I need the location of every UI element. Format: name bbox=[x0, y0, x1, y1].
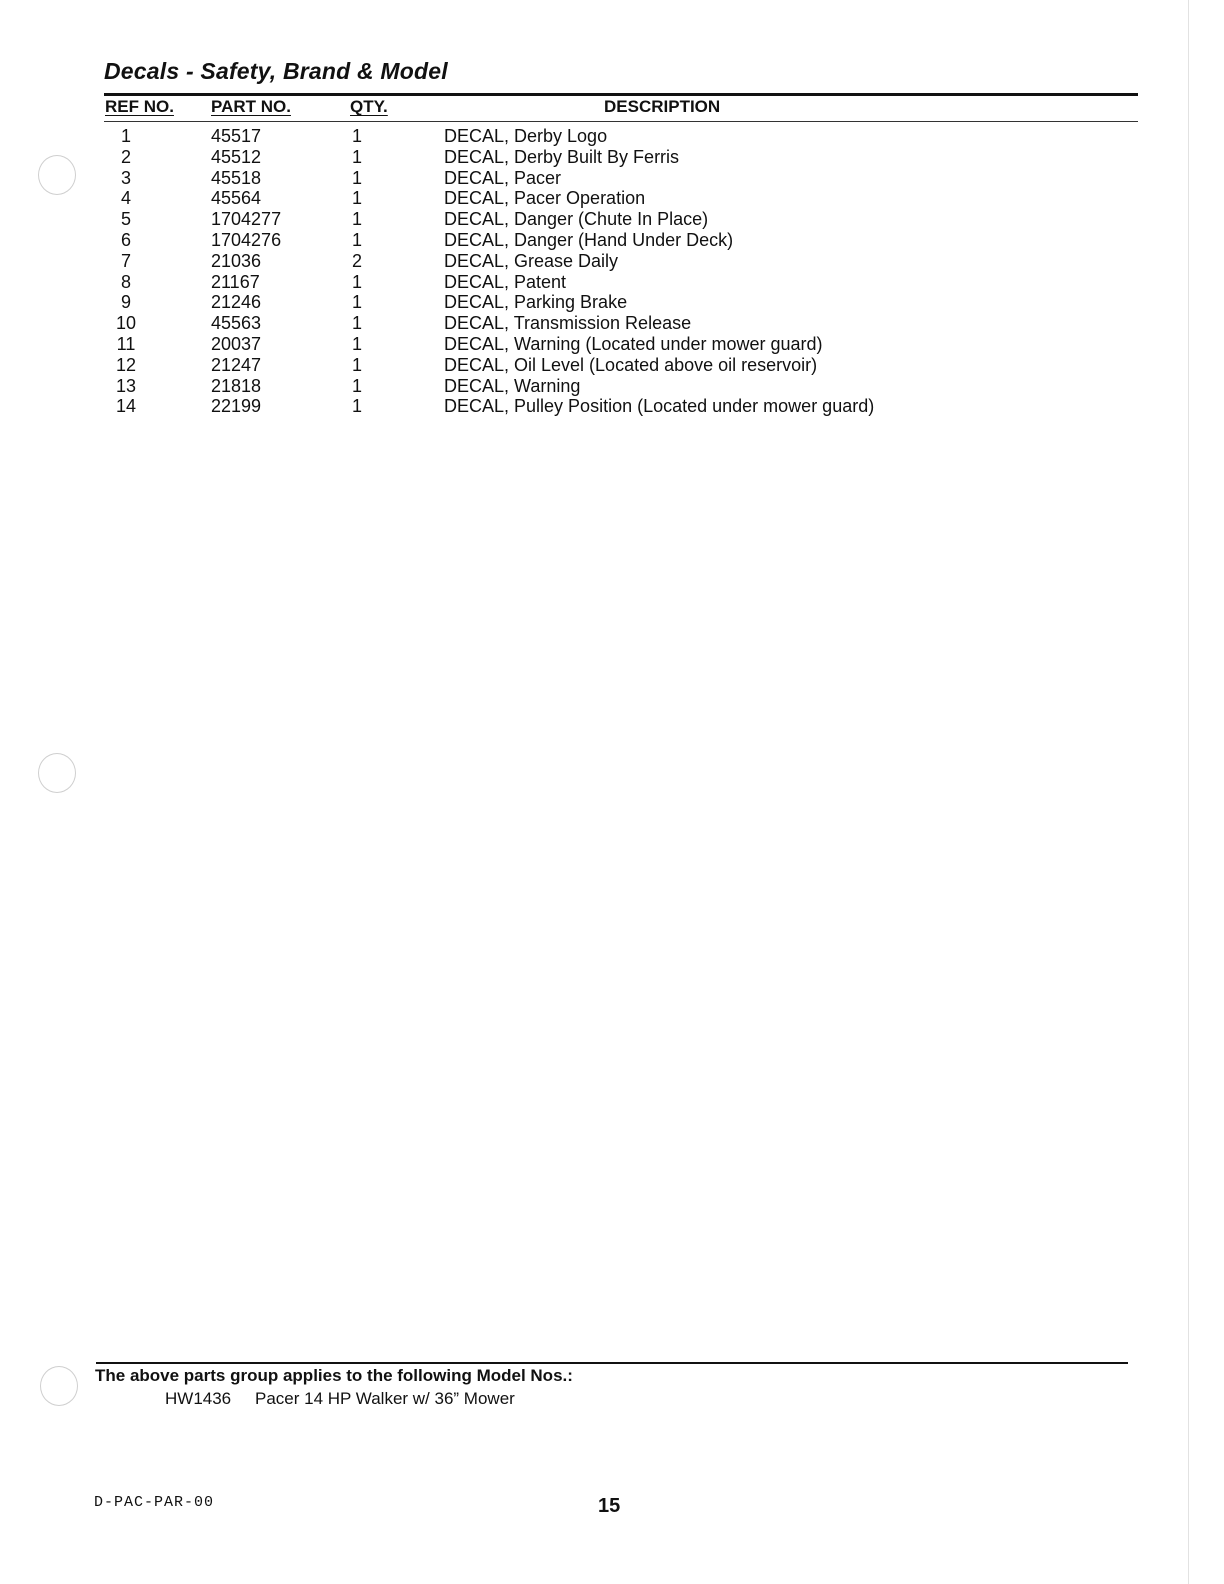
part-cell: 22199 bbox=[211, 396, 262, 417]
punch-hole-bottom bbox=[40, 1366, 78, 1406]
part-cell: 45564 bbox=[211, 188, 262, 209]
table-row bbox=[0, 230, 1224, 251]
table-row bbox=[0, 292, 1224, 313]
ref-cell: 10 bbox=[115, 313, 137, 334]
qty-cell: 1 bbox=[352, 313, 363, 334]
table-row bbox=[0, 376, 1224, 397]
table-row bbox=[0, 209, 1224, 230]
ref-cell: 4 bbox=[120, 188, 131, 209]
part-cell: 21036 bbox=[211, 250, 262, 271]
ref-cell: 1 bbox=[120, 126, 131, 146]
qty-cell: 1 bbox=[352, 396, 363, 417]
description-cell: DECAL, Pacer bbox=[444, 167, 562, 188]
header-ref-no: REF NO. bbox=[105, 97, 174, 116]
document-code: D-PAC-PAR-00 bbox=[94, 1494, 215, 1511]
table-row bbox=[0, 168, 1224, 189]
model-number: HW1436 bbox=[165, 1389, 232, 1408]
part-cell: 21246 bbox=[211, 292, 262, 313]
model-description: Pacer 14 HP Walker w/ 36” Mower bbox=[255, 1389, 515, 1408]
part-cell: 45518 bbox=[211, 167, 262, 188]
ref-cell: 8 bbox=[120, 271, 131, 292]
description-cell: DECAL, Derby Built By Ferris bbox=[444, 146, 680, 167]
description-cell: DECAL, Danger (Chute In Place) bbox=[444, 209, 709, 230]
ref-cell: 5 bbox=[120, 209, 131, 230]
description-cell: DECAL, Oil Level (Located above oil reservoir) bbox=[444, 354, 818, 375]
ref-cell: 12 bbox=[115, 354, 137, 375]
part-cell: 21167 bbox=[211, 271, 260, 292]
description-cell: DECAL, Derby Logo bbox=[444, 126, 608, 146]
ref-cell: 11 bbox=[116, 333, 136, 354]
part-cell: 45517 bbox=[211, 126, 262, 146]
qty-cell: 1 bbox=[352, 126, 363, 146]
qty-cell: 1 bbox=[352, 271, 363, 292]
description-cell: DECAL, Parking Brake bbox=[444, 292, 628, 313]
parts-table bbox=[0, 126, 1224, 417]
ref-cell: 3 bbox=[120, 167, 131, 188]
description-cell: DECAL, Pulley Position (Located under mower guard) bbox=[444, 396, 875, 417]
description-header-rule bbox=[104, 121, 1138, 122]
qty-cell: 2 bbox=[352, 250, 363, 271]
punch-hole-middle bbox=[38, 753, 76, 793]
applies-heading: The above parts group applies to the following Model Nos.: bbox=[95, 1366, 573, 1385]
description-cell: DECAL, Warning bbox=[444, 375, 581, 396]
qty-cell: 1 bbox=[352, 292, 363, 313]
description-cell: DECAL, Danger (Hand Under Deck) bbox=[444, 229, 734, 250]
title-rule bbox=[104, 93, 1138, 96]
ref-cell: 9 bbox=[120, 292, 131, 313]
table-row bbox=[0, 147, 1224, 168]
header-part-no: PART NO. bbox=[211, 97, 291, 116]
description-cell: DECAL, Warning (Located under mower guard) bbox=[444, 333, 823, 354]
ref-cell: 13 bbox=[115, 375, 137, 396]
table-row bbox=[0, 334, 1224, 355]
qty-cell: 1 bbox=[352, 209, 363, 230]
part-cell: 1704276 bbox=[211, 229, 282, 250]
table-row bbox=[0, 272, 1224, 293]
qty-cell: 1 bbox=[352, 229, 363, 250]
footer-rule bbox=[96, 1362, 1128, 1364]
description-cell: DECAL, Pacer Operation bbox=[444, 188, 646, 209]
ref-cell: 6 bbox=[120, 229, 131, 250]
header-description: DESCRIPTION bbox=[604, 97, 721, 116]
ref-cell: 14 bbox=[115, 396, 137, 417]
qty-cell: 1 bbox=[352, 333, 363, 354]
header-qty: QTY. bbox=[350, 97, 388, 116]
part-cell: 21247 bbox=[211, 354, 262, 375]
table-row bbox=[0, 126, 1224, 147]
qty-cell: 1 bbox=[352, 375, 363, 396]
description-cell: DECAL, Transmission Release bbox=[444, 313, 692, 334]
part-cell: 21818 bbox=[211, 375, 262, 396]
page-number: 15 bbox=[598, 1495, 621, 1517]
section-title: Decals - Safety, Brand & Model bbox=[104, 58, 448, 84]
ref-cell: 2 bbox=[120, 146, 131, 167]
part-cell: 1704277 bbox=[211, 209, 282, 230]
table-row bbox=[0, 396, 1224, 417]
description-cell: DECAL, Grease Daily bbox=[444, 250, 619, 271]
table-row bbox=[0, 251, 1224, 272]
table-row bbox=[0, 188, 1224, 209]
part-cell: 45563 bbox=[211, 313, 262, 334]
table-row bbox=[0, 355, 1224, 376]
description-cell: DECAL, Patent bbox=[444, 271, 567, 292]
qty-cell: 1 bbox=[352, 167, 363, 188]
qty-cell: 1 bbox=[352, 188, 363, 209]
ref-cell: 7 bbox=[120, 250, 131, 271]
part-cell: 45512 bbox=[211, 146, 262, 167]
part-cell: 20037 bbox=[211, 333, 262, 354]
qty-cell: 1 bbox=[352, 146, 363, 167]
qty-cell: 1 bbox=[352, 354, 363, 375]
table-row bbox=[0, 313, 1224, 334]
